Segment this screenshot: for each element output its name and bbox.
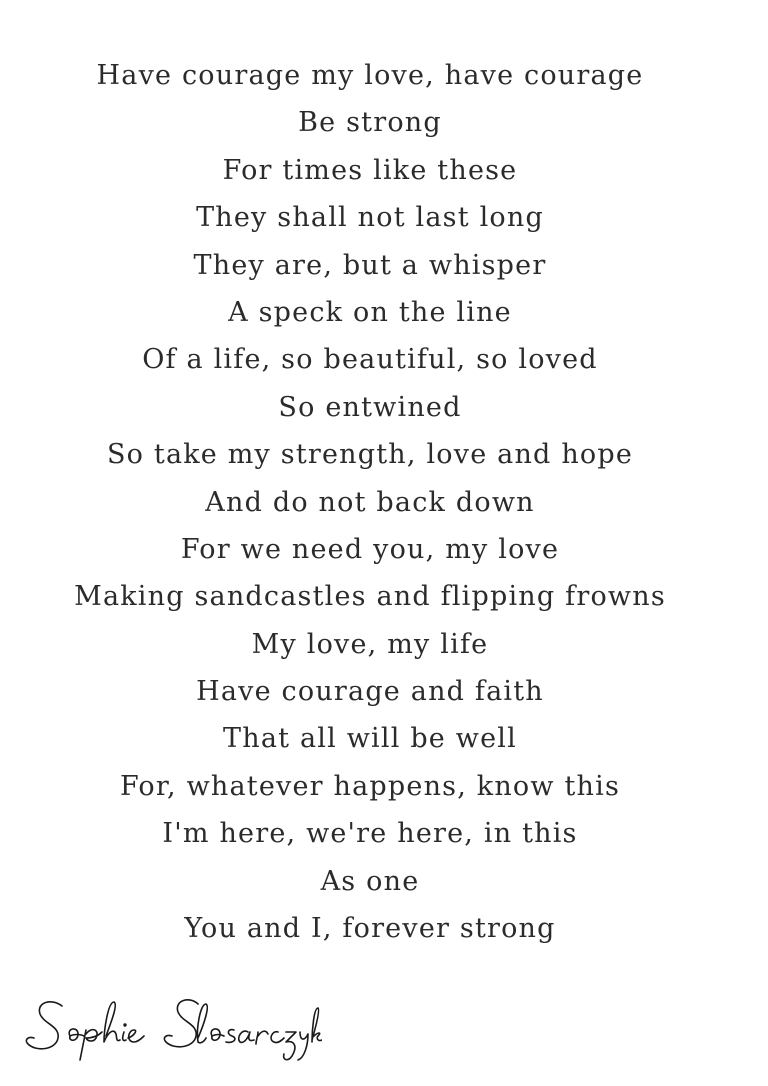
poem-line: For we need you, my love xyxy=(180,533,560,565)
poem-body xyxy=(0,52,740,952)
poem-line: As one xyxy=(320,865,420,897)
poem-line: So entwined xyxy=(278,391,462,423)
poem-line: Have courage and faith xyxy=(196,676,544,708)
poem-line: For times like these xyxy=(222,154,518,186)
poem-line: A speck on the line xyxy=(228,296,512,328)
poem-line: They shall not last long xyxy=(196,202,544,234)
handwritten-signature xyxy=(22,990,322,1064)
poem-line: So take my strength, love and hope xyxy=(106,439,634,471)
poem-line: You and I, forever strong xyxy=(184,913,556,945)
poem-line: I'm here, we're here, in this xyxy=(162,818,578,850)
poem-line: Making sandcastles and flipping frowns xyxy=(74,581,666,613)
poem-line: Be strong xyxy=(298,107,442,139)
poem-line: That all will be well xyxy=(223,723,517,755)
poem-line: They are, but a whisper xyxy=(193,249,547,281)
poem-line: Of a life, so beautiful, so loved xyxy=(142,344,598,376)
poem-line: Have courage my love, have courage xyxy=(96,60,644,91)
poem-line: And do not back down xyxy=(205,486,535,518)
poem-line: My love, my life xyxy=(251,628,489,660)
poem-line: For, whatever happens, know this xyxy=(119,770,621,802)
